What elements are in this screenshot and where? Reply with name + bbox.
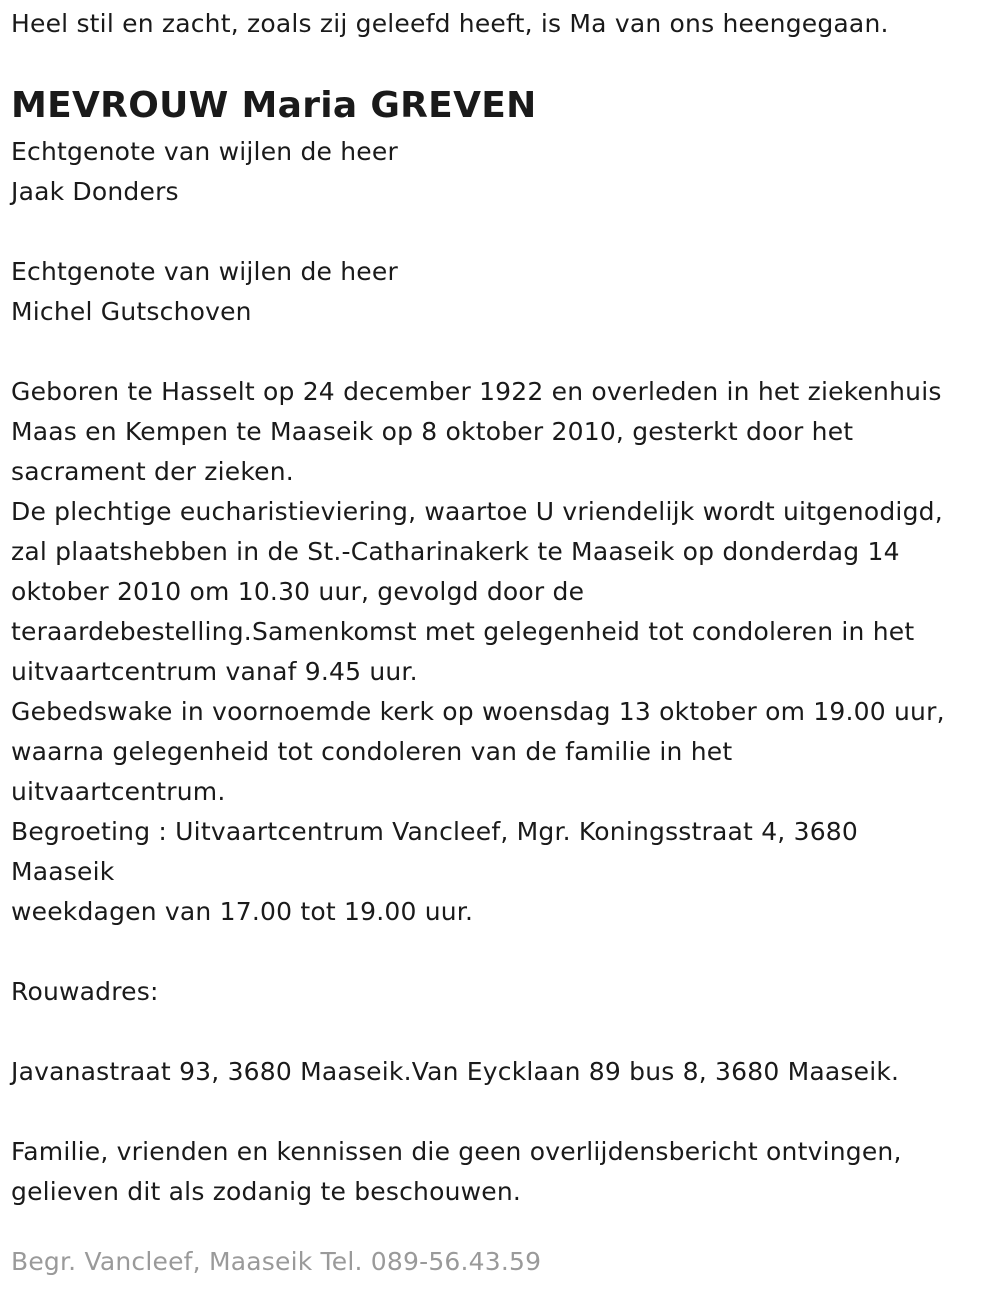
spacer [11,212,996,252]
spouse1-relation: Echtgenote van wijlen de heer [11,137,398,166]
deceased-name: MEVROUW Maria GREVEN [11,85,537,126]
details-line: sacrament der zieken. [11,457,294,486]
funeral-home-footer: Begr. Vancleef, Maaseik Tel. 089-56.43.59 [11,1247,542,1276]
details-line: Maas en Kempen te Maaseik op 8 oktober 2010, gesterkt door het [11,417,854,446]
details-line: waarna gelegenheid tot condoleren van de familie in het [11,737,733,766]
spacer [11,932,996,972]
details-line: Maaseik [11,857,115,886]
mourning-address-label: Rouwadres: [11,977,159,1006]
obituary-notice [11,4,996,1282]
spouse1-name: Jaak Donders [11,177,179,206]
details-line: uitvaartcentrum vanaf 9.45 uur. [11,657,418,686]
details-line: uitvaartcentrum. [11,777,226,806]
details-line: Gebedswake in voornoemde kerk op woensdag 13 oktober om 19.00 uur, [11,697,945,726]
closing-line: Familie, vrienden en kennissen die geen overlijdensbericht ontvingen, [11,1137,902,1166]
details-line: Geboren te Hasselt op 24 december 1922 en overleden in het ziekenhuis [11,377,942,406]
spacer [11,1012,996,1052]
details-line: zal plaatshebben in de St.-Catharinakerk te Maaseik op donderdag 14 [11,537,900,566]
spouse2-relation: Echtgenote van wijlen de heer [11,257,398,286]
mourning-address: Javanastraat 93, 3680 Maaseik.Van Eycklaan 89 bus 8, 3680 Maaseik. [11,1057,900,1086]
spacer [11,332,996,372]
details-line: weekdagen van 17.00 tot 19.00 uur. [11,897,474,926]
details-line: oktober 2010 om 10.30 uur, gevolgd door de [11,577,585,606]
intro-text: Heel stil en zacht, zoals zij geleefd heeft, is Ma van ons heengegaan. [11,9,889,38]
spouse2-name: Michel Gutschoven [11,297,252,326]
details-line: Begroeting : Uitvaartcentrum Vancleef, Mgr. Koningsstraat 4, 3680 [11,817,859,846]
spacer [11,1092,996,1132]
details-line: teraardebestelling.Samenkomst met gelegenheid tot condoleren in het [11,617,915,646]
details-line: De plechtige eucharistieviering, waartoe U vriendelijk wordt uitgenodigd, [11,497,943,526]
closing-line: gelieven dit als zodanig te beschouwen. [11,1177,522,1206]
